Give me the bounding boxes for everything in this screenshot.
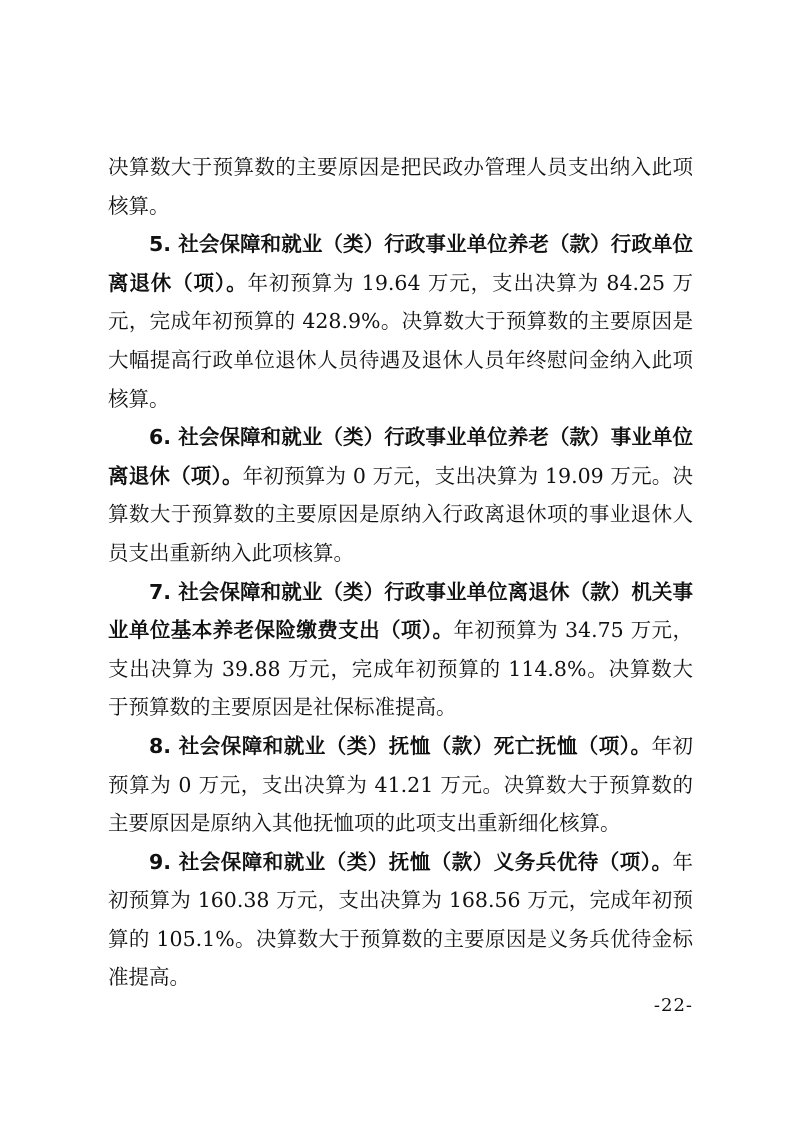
paragraph-continuation [108,148,693,225]
paragraph-item-5 [108,225,693,418]
paragraph-text: 决算数大于预算数的主要原因是把民政办管理人员支出纳入此项核算。 [108,155,693,218]
paragraph-text: 年初预算为 0 万元，支出决算为 19.09 万元。决算数大于预算数的主要原因是原纳入行政离退休项的事业退休人员支出重新纳入此项核算。 [108,463,694,565]
paragraph-item-6 [108,418,693,572]
item-heading: 8. 社会保障和就业（类）抚恤（款）死亡抚恤（项）。 [149,733,652,758]
item-heading: 9. 社会保障和就业（类）抚恤（款）义务兵优待（项）。 [149,849,673,874]
paragraph-item-7 [108,573,693,727]
paragraph-text: 年初预算为 160.38 万元，支出决算为 168.56 万元，完成年初预算的 105.1%。决算数大于预算数的主要原因是义务兵优待金标准提高。 [108,849,693,990]
page-number: -22- [653,995,693,1016]
item-heading: 6. 社会保障和就业（类）行政事业单位养老（款）事业单位离退休（项）。 [108,425,693,488]
paragraph-text: 年初预算为 19.64 万元，支出决算为 84.25 万元，完成年初预算的 428.9%。决算数大于预算数的主要原因是大幅提高行政单位退休人员待遇及退休人员年终慰问金纳入此项核算。 [108,270,693,411]
paragraph-text: 年初预算为 0 万元，支出决算为 41.21 万元。决算数大于预算数的主要原因是原纳入其他抚恤项的此项支出重新细化核算。 [108,733,694,836]
document-body [108,148,693,997]
paragraph-text: 年初预算为 34.75 万元，支出决算为 39.88 万元，完成年初预算的 114.8%。决算数大于预算数的主要原因是社保标准提高。 [108,618,693,720]
paragraph-item-8 [108,727,693,843]
item-heading: 5. 社会保障和就业（类）行政事业单位养老（款）行政单位离退休（项）。 [108,232,693,295]
item-heading: 7. 社会保障和就业（类）行政事业单位离退休（款）机关事业单位基本养老保险缴费支出（项）。 [108,579,693,643]
paragraph-item-9 [108,843,693,997]
